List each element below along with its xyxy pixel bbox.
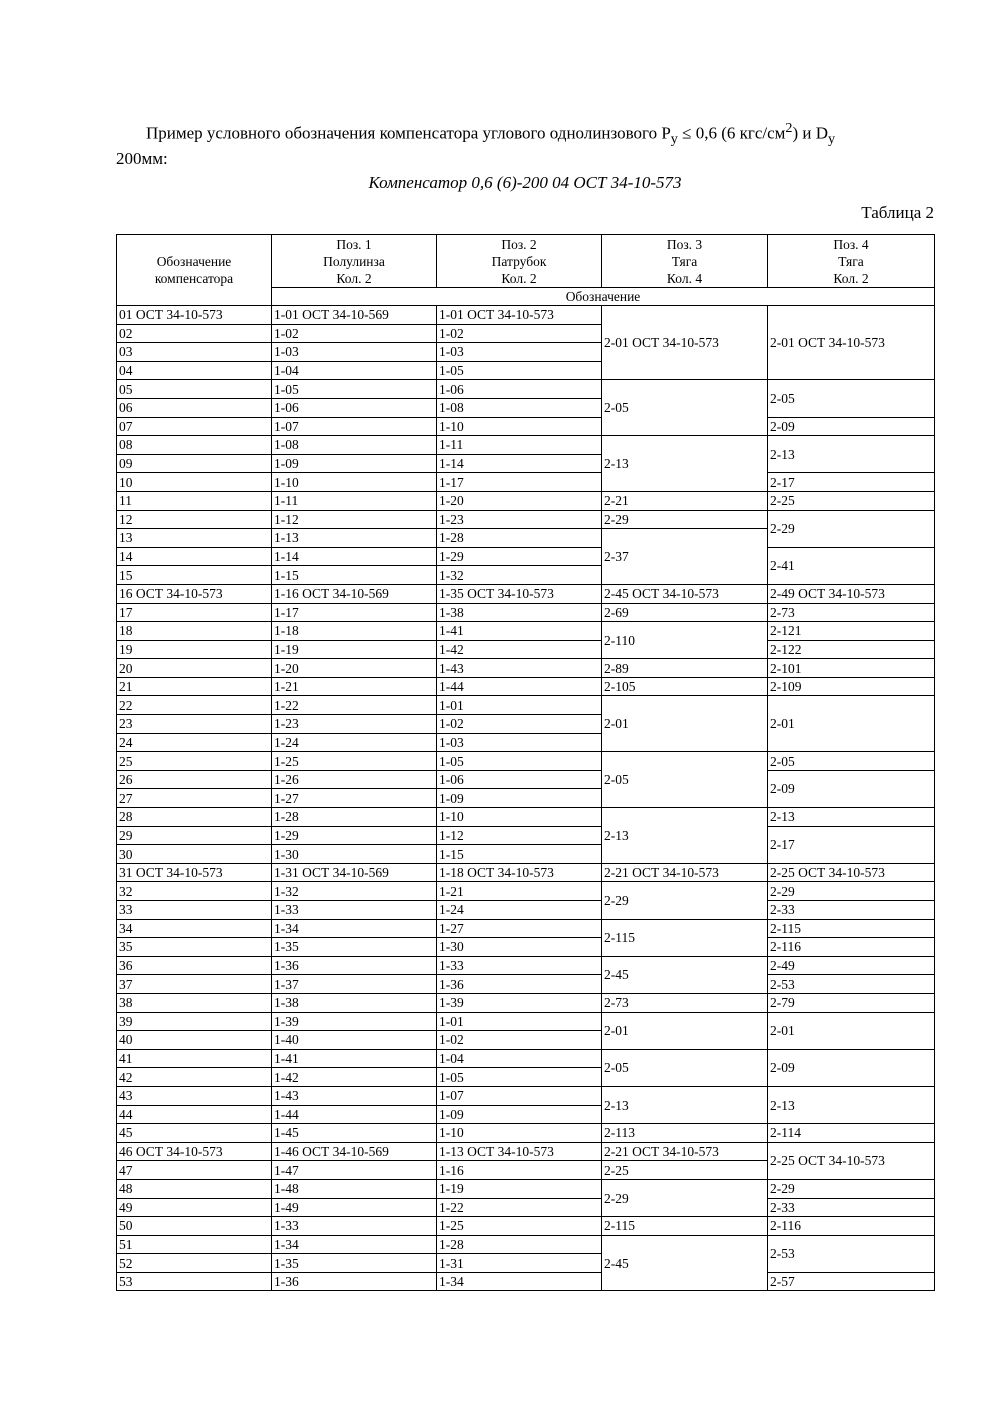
table-row [117, 622, 935, 641]
pos4-cell: 2-73 [768, 603, 935, 622]
pos2-cell: 1-38 [437, 603, 602, 622]
pos1-cell: 1-35 [272, 938, 437, 957]
pos1-cell: 1-15 [272, 566, 437, 585]
compensator-cell: 30 [117, 845, 272, 864]
table-row [117, 1272, 935, 1291]
pos3-cell: 2-05 [602, 1049, 768, 1086]
example-designation: Компенсатор 0,6 (6)-200 04 ОСТ 34-10-573 [368, 173, 682, 192]
intro-text-pre: Пример условного обозначения компенсатора углового однолинзового P [146, 123, 671, 143]
table-row [117, 436, 935, 455]
table-row [117, 1049, 935, 1068]
table-row [117, 696, 935, 715]
compensator-cell: 52 [117, 1254, 272, 1273]
pos3-cell: 2-05 [602, 380, 768, 436]
compensator-cell: 02 [117, 324, 272, 343]
pos2-cell: 1-44 [437, 677, 602, 696]
pos4-cell: 2-17 [768, 826, 935, 863]
intro-line-2: 200мм: [116, 149, 168, 169]
table-row [117, 677, 935, 696]
pos1-cell: 1-49 [272, 1198, 437, 1217]
column-header-line: Обозначение [156, 254, 232, 269]
pos1-cell: 1-11 [272, 491, 437, 510]
compensator-cell: 37 [117, 975, 272, 994]
pos2-cell: 1-11 [437, 436, 602, 455]
pos2-cell: 1-25 [437, 1217, 602, 1236]
compensator-cell: 23 [117, 715, 272, 734]
table-row [117, 938, 935, 957]
pos1-cell: 1-41 [272, 1049, 437, 1068]
pos3-cell: 2-89 [602, 659, 768, 678]
pos2-cell: 1-01 [437, 1012, 602, 1031]
pos1-cell: 1-34 [272, 1235, 437, 1254]
compensator-cell: 13 [117, 529, 272, 548]
column-header-line: Кол. 2 [833, 270, 869, 286]
pos1-cell: 1-13 [272, 529, 437, 548]
compensator-cell: 40 [117, 1031, 272, 1050]
pos4-cell: 2-33 [768, 901, 935, 920]
pos3-cell: 2-115 [602, 919, 768, 956]
pos3-cell: 2-05 [602, 752, 768, 808]
pos1-cell: 1-47 [272, 1161, 437, 1180]
compensator-cell: 39 [117, 1012, 272, 1031]
pos4-cell: 2-13 [768, 436, 935, 473]
table-row [117, 584, 935, 603]
pos1-cell: 1-23 [272, 715, 437, 734]
pos2-cell: 1-06 [437, 770, 602, 789]
pos2-cell: 1-10 [437, 808, 602, 827]
pos1-cell: 1-02 [272, 324, 437, 343]
pos4-cell: 2-13 [768, 808, 935, 827]
pos2-cell: 1-10 [437, 417, 602, 436]
pos1-cell: 1-30 [272, 845, 437, 864]
pos1-cell: 1-36 [272, 1272, 437, 1291]
pos1-cell: 1-34 [272, 919, 437, 938]
table-row [117, 491, 935, 510]
pos3-cell: 2-37 [602, 529, 768, 585]
compensator-cell: 03 [117, 343, 272, 362]
pos1-cell: 1-43 [272, 1086, 437, 1105]
pos4-cell: 2-33 [768, 1198, 935, 1217]
pos2-cell: 1-39 [437, 993, 602, 1012]
table-row [117, 826, 935, 845]
intro-sup-2: 2 [785, 120, 793, 136]
compensator-cell: 06 [117, 398, 272, 417]
pos2-cell: 1-32 [437, 566, 602, 585]
pos2-cell: 1-05 [437, 361, 602, 380]
pos3-cell: 2-45 [602, 1235, 768, 1291]
table-header [117, 235, 935, 306]
column-header-line: Кол. 4 [666, 270, 703, 286]
intro-line-1 [116, 118, 934, 149]
pos4-cell: 2-57 [768, 1272, 935, 1291]
pos1-cell: 1-36 [272, 956, 437, 975]
column-header-line: Поз. 2 [501, 236, 537, 252]
table-row [117, 863, 935, 882]
compensator-table-wrapper [116, 234, 934, 1291]
pos2-cell: 1-13 ОСТ 34-10-573 [437, 1142, 602, 1161]
pos1-cell: 1-29 [272, 826, 437, 845]
pos3-cell: 2-13 [602, 436, 768, 492]
pos2-cell: 1-15 [437, 845, 602, 864]
table-caption: Таблица 2 [861, 203, 934, 222]
pos2-cell: 1-03 [437, 733, 602, 752]
pos2-cell: 1-21 [437, 882, 602, 901]
column-header-line: Кол. 2 [501, 270, 537, 286]
pos4-cell: 2-05 [768, 752, 935, 771]
pos2-cell: 1-01 ОСТ 34-10-573 [437, 306, 602, 325]
pos4-cell: 2-29 [768, 510, 935, 547]
pos1-cell: 1-10 [272, 473, 437, 492]
pos2-cell: 1-07 [437, 1086, 602, 1105]
pos1-cell: 1-26 [272, 770, 437, 789]
pos4-cell: 2-25 ОСТ 34-10-573 [768, 1142, 935, 1179]
pos2-cell: 1-28 [437, 1235, 602, 1254]
pos2-cell: 1-23 [437, 510, 602, 529]
compensator-cell: 41 [117, 1049, 272, 1068]
pos2-cell: 1-19 [437, 1179, 602, 1198]
compensator-cell: 47 [117, 1161, 272, 1180]
pos2-cell: 1-12 [437, 826, 602, 845]
pos2-cell: 1-20 [437, 491, 602, 510]
column-header-2 [437, 235, 602, 288]
pos2-cell: 1-16 [437, 1161, 602, 1180]
intro-sub-y2: у [828, 131, 836, 148]
pos2-cell: 1-29 [437, 547, 602, 566]
pos4-cell: 2-25 ОСТ 34-10-573 [768, 863, 935, 882]
pos1-cell: 1-05 [272, 380, 437, 399]
table-row [117, 417, 935, 436]
compensator-cell: 38 [117, 993, 272, 1012]
table-row [117, 752, 935, 771]
compensator-table [116, 234, 935, 1291]
pos1-cell: 1-32 [272, 882, 437, 901]
column-header-4 [768, 235, 935, 288]
compensator-cell: 20 [117, 659, 272, 678]
pos2-cell: 1-14 [437, 454, 602, 473]
pos1-cell: 1-12 [272, 510, 437, 529]
pos4-cell: 2-09 [768, 417, 935, 436]
pos1-cell: 1-46 ОСТ 34-10-569 [272, 1142, 437, 1161]
pos3-cell: 2-25 [602, 1161, 768, 1180]
pos1-cell: 1-03 [272, 343, 437, 362]
pos3-cell: 2-69 [602, 603, 768, 622]
compensator-cell: 26 [117, 770, 272, 789]
pos4-cell: 2-115 [768, 919, 935, 938]
pos2-cell: 1-02 [437, 1031, 602, 1050]
column-header-line: компенсатора [154, 271, 234, 286]
table-row [117, 473, 935, 492]
compensator-cell: 01 ОСТ 34-10-573 [117, 306, 272, 325]
compensator-cell: 49 [117, 1198, 272, 1217]
pos4-cell: 2-05 [768, 380, 935, 417]
table-row [117, 1086, 935, 1105]
pos1-cell: 1-31 ОСТ 34-10-569 [272, 863, 437, 882]
pos4-cell: 2-29 [768, 1179, 935, 1198]
pos4-cell: 2-09 [768, 1049, 935, 1086]
compensator-cell: 36 [117, 956, 272, 975]
compensator-cell: 12 [117, 510, 272, 529]
pos4-cell: 2-116 [768, 938, 935, 957]
column-header-line: Поз. 3 [666, 236, 703, 252]
pos1-cell: 1-19 [272, 640, 437, 659]
pos4-cell: 2-49 ОСТ 34-10-573 [768, 584, 935, 603]
pos2-cell: 1-03 [437, 343, 602, 362]
table-row [117, 380, 935, 399]
pos1-cell: 1-38 [272, 993, 437, 1012]
pos2-cell: 1-04 [437, 1049, 602, 1068]
table-row [117, 956, 935, 975]
pos2-cell: 1-05 [437, 1068, 602, 1087]
pos4-cell: 2-53 [768, 1235, 935, 1272]
pos4-cell: 2-09 [768, 770, 935, 807]
table-row [117, 882, 935, 901]
subheader-designation: Обозначение [272, 288, 935, 306]
table-row [117, 1235, 935, 1254]
compensator-cell: 35 [117, 938, 272, 957]
table-row [117, 770, 935, 789]
pos4-cell: 2-13 [768, 1086, 935, 1123]
table-row [117, 1124, 935, 1143]
compensator-cell: 07 [117, 417, 272, 436]
pos3-cell: 2-113 [602, 1124, 768, 1143]
pos2-cell: 1-10 [437, 1124, 602, 1143]
table-row [117, 1179, 935, 1198]
compensator-cell: 04 [117, 361, 272, 380]
pos4-cell: 2-114 [768, 1124, 935, 1143]
pos3-cell: 2-21 [602, 491, 768, 510]
pos2-cell: 1-43 [437, 659, 602, 678]
compensator-cell: 24 [117, 733, 272, 752]
pos2-cell: 1-02 [437, 715, 602, 734]
intro-text-post: ) и D [792, 123, 829, 143]
pos4-cell: 2-17 [768, 473, 935, 492]
compensator-cell: 50 [117, 1217, 272, 1236]
pos4-cell: 2-49 [768, 956, 935, 975]
column-header-line: Поз. 4 [833, 236, 869, 252]
pos1-cell: 1-39 [272, 1012, 437, 1031]
compensator-cell: 19 [117, 640, 272, 659]
pos4-cell: 2-121 [768, 622, 935, 641]
compensator-cell: 33 [117, 901, 272, 920]
pos2-cell: 1-34 [437, 1272, 602, 1291]
pos1-cell: 1-33 [272, 1217, 437, 1236]
pos3-cell: 2-01 [602, 1012, 768, 1049]
compensator-cell: 46 ОСТ 34-10-573 [117, 1142, 272, 1161]
compensator-cell: 27 [117, 789, 272, 808]
pos2-cell: 1-35 ОСТ 34-10-573 [437, 584, 602, 603]
pos1-cell: 1-22 [272, 696, 437, 715]
pos2-cell: 1-09 [437, 789, 602, 808]
compensator-cell: 16 ОСТ 34-10-573 [117, 584, 272, 603]
pos3-cell: 2-73 [602, 993, 768, 1012]
pos2-cell: 1-27 [437, 919, 602, 938]
pos2-cell: 1-30 [437, 938, 602, 957]
pos3-cell: 2-45 [602, 956, 768, 993]
compensator-cell: 22 [117, 696, 272, 715]
pos2-cell: 1-05 [437, 752, 602, 771]
pos1-cell: 1-21 [272, 677, 437, 696]
table-row [117, 901, 935, 920]
intro-text-mid: ≤ 0,6 (6 кгс/см [677, 123, 786, 143]
column-header-3 [602, 235, 768, 288]
column-header-line: Кол. 2 [336, 270, 372, 286]
compensator-cell: 28 [117, 808, 272, 827]
pos4-cell: 2-01 ОСТ 34-10-573 [768, 306, 935, 380]
table-row [117, 919, 935, 938]
pos2-cell: 1-18 ОСТ 34-10-573 [437, 863, 602, 882]
column-header-0 [117, 235, 272, 306]
table-row [117, 306, 935, 325]
pos2-cell: 1-08 [437, 398, 602, 417]
table-row [117, 1012, 935, 1031]
pos3-cell: 2-21 ОСТ 34-10-573 [602, 1142, 768, 1161]
pos1-cell: 1-18 [272, 622, 437, 641]
pos3-cell: 2-29 [602, 882, 768, 919]
compensator-cell: 29 [117, 826, 272, 845]
pos1-cell: 1-45 [272, 1124, 437, 1143]
pos3-cell: 2-29 [602, 1179, 768, 1216]
table-row [117, 510, 935, 529]
pos1-cell: 1-24 [272, 733, 437, 752]
compensator-cell: 51 [117, 1235, 272, 1254]
pos1-cell: 1-48 [272, 1179, 437, 1198]
table-row [117, 1198, 935, 1217]
table-row [117, 1142, 935, 1161]
pos3-cell: 2-105 [602, 677, 768, 696]
pos2-cell: 1-02 [437, 324, 602, 343]
pos1-cell: 1-40 [272, 1031, 437, 1050]
pos4-cell: 2-101 [768, 659, 935, 678]
pos3-cell: 2-13 [602, 808, 768, 864]
pos4-cell: 2-109 [768, 677, 935, 696]
compensator-cell: 42 [117, 1068, 272, 1087]
pos4-cell: 2-25 [768, 491, 935, 510]
column-header-line: Тяга [671, 253, 698, 269]
compensator-cell: 08 [117, 436, 272, 455]
pos2-cell: 1-31 [437, 1254, 602, 1273]
compensator-cell: 09 [117, 454, 272, 473]
pos4-cell: 2-01 [768, 696, 935, 752]
table-row [117, 640, 935, 659]
pos1-cell: 1-33 [272, 901, 437, 920]
pos1-cell: 1-20 [272, 659, 437, 678]
compensator-cell: 05 [117, 380, 272, 399]
pos1-cell: 1-04 [272, 361, 437, 380]
pos1-cell: 1-44 [272, 1105, 437, 1124]
compensator-cell: 31 ОСТ 34-10-573 [117, 863, 272, 882]
compensator-cell: 48 [117, 1179, 272, 1198]
pos1-cell: 1-37 [272, 975, 437, 994]
compensator-cell: 45 [117, 1124, 272, 1143]
pos3-cell: 2-45 ОСТ 34-10-573 [602, 584, 768, 603]
pos2-cell: 1-36 [437, 975, 602, 994]
compensator-cell: 14 [117, 547, 272, 566]
pos1-cell: 1-42 [272, 1068, 437, 1087]
pos1-cell: 1-17 [272, 603, 437, 622]
pos4-cell: 2-79 [768, 993, 935, 1012]
compensator-cell: 10 [117, 473, 272, 492]
pos1-cell: 1-35 [272, 1254, 437, 1273]
pos1-cell: 1-01 ОСТ 34-10-569 [272, 306, 437, 325]
pos2-cell: 1-28 [437, 529, 602, 548]
pos4-cell: 2-29 [768, 882, 935, 901]
column-header-line: Поз. 1 [336, 236, 372, 252]
pos3-cell: 2-115 [602, 1217, 768, 1236]
table-row [117, 547, 935, 566]
column-header-line: Тяга [838, 253, 864, 269]
pos3-cell: 2-110 [602, 622, 768, 659]
compensator-cell: 32 [117, 882, 272, 901]
compensator-cell: 21 [117, 677, 272, 696]
pos4-cell: 2-41 [768, 547, 935, 584]
pos1-cell: 1-07 [272, 417, 437, 436]
table-row [117, 659, 935, 678]
table-row [117, 603, 935, 622]
pos2-cell: 1-24 [437, 901, 602, 920]
pos2-cell: 1-33 [437, 956, 602, 975]
table-body [117, 306, 935, 1291]
pos1-cell: 1-16 ОСТ 34-10-569 [272, 584, 437, 603]
intro-sub-y: у [670, 131, 678, 148]
compensator-cell: 25 [117, 752, 272, 771]
pos2-cell: 1-22 [437, 1198, 602, 1217]
table-row [117, 993, 935, 1012]
pos3-cell: 2-21 ОСТ 34-10-573 [602, 863, 768, 882]
compensator-cell: 17 [117, 603, 272, 622]
pos2-cell: 1-42 [437, 640, 602, 659]
column-header-line: Патрубок [491, 253, 547, 269]
intro-paragraph [116, 118, 934, 169]
pos3-cell: 2-01 [602, 696, 768, 752]
compensator-cell: 15 [117, 566, 272, 585]
pos2-cell: 1-41 [437, 622, 602, 641]
pos1-cell: 1-25 [272, 752, 437, 771]
compensator-cell: 11 [117, 491, 272, 510]
column-header-line: Полулинза [323, 253, 385, 269]
pos1-cell: 1-28 [272, 808, 437, 827]
pos2-cell: 1-06 [437, 380, 602, 399]
header-row [117, 235, 935, 288]
pos4-cell: 2-01 [768, 1012, 935, 1049]
compensator-cell: 18 [117, 622, 272, 641]
pos1-cell: 1-09 [272, 454, 437, 473]
pos2-cell: 1-17 [437, 473, 602, 492]
pos2-cell: 1-01 [437, 696, 602, 715]
pos3-cell: 2-13 [602, 1086, 768, 1123]
pos3-cell: 2-01 ОСТ 34-10-573 [602, 306, 768, 380]
pos1-cell: 1-06 [272, 398, 437, 417]
compensator-cell: 43 [117, 1086, 272, 1105]
table-row [117, 1217, 935, 1236]
compensator-cell: 44 [117, 1105, 272, 1124]
compensator-cell: 53 [117, 1272, 272, 1291]
pos1-cell: 1-27 [272, 789, 437, 808]
pos3-cell: 2-29 [602, 510, 768, 529]
pos4-cell: 2-53 [768, 975, 935, 994]
pos4-cell: 2-116 [768, 1217, 935, 1236]
pos1-cell: 1-14 [272, 547, 437, 566]
pos4-cell: 2-122 [768, 640, 935, 659]
pos1-cell: 1-08 [272, 436, 437, 455]
pos2-cell: 1-09 [437, 1105, 602, 1124]
table-row [117, 808, 935, 827]
compensator-cell: 34 [117, 919, 272, 938]
table-row [117, 975, 935, 994]
column-header-1 [272, 235, 437, 288]
